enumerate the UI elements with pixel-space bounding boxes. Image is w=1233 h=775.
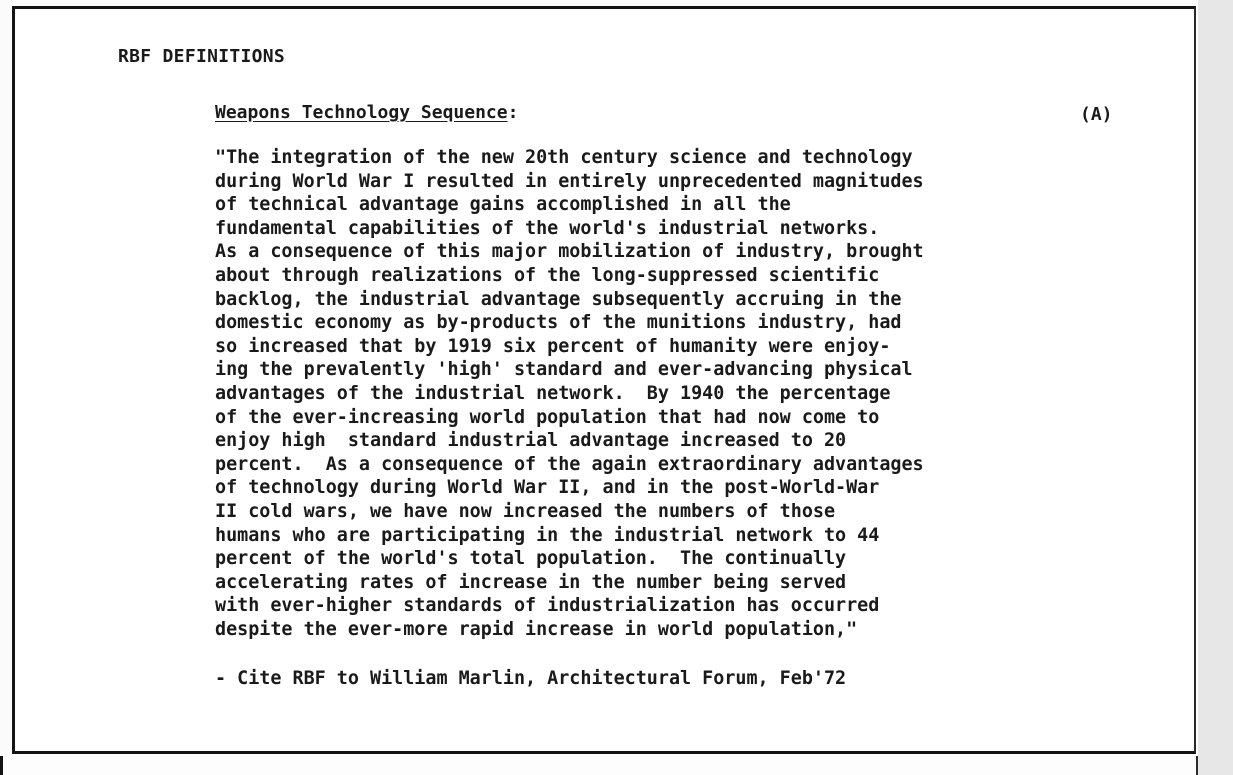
document-heading: RBF DEFINITIONS (118, 46, 286, 67)
quote-line: about through realizations of the long-suppressed scientific (215, 264, 880, 286)
section-title (215, 102, 518, 123)
quote-line: so increased that by 1919 six percent of humanity were enjoy- (215, 335, 891, 357)
quote-line: backlog, the industrial advantage subsequently accruing in the (215, 288, 902, 310)
left-edge (0, 0, 12, 775)
quote-line: "The integration of the new 20th century science and technology (215, 147, 913, 168)
right-margin (1198, 0, 1233, 775)
next-card-edge (0, 756, 1198, 775)
quote-line: accelerating rates of increase in the number being served (215, 571, 847, 593)
quote-line: of the ever-increasing world population that had now come to (215, 406, 880, 428)
quote-line: despite the ever-more rapid increase in world population," (215, 618, 858, 640)
quote-block (215, 146, 1115, 641)
section-title-colon: : (507, 102, 519, 123)
quote-line: during World War I resulted in entirely unprecedented magnitudes (215, 170, 924, 192)
quote-line: II cold wars, we have now increased the numbers of those (215, 500, 836, 522)
quote-line: with ever-higher standards of industrialization has occurred (215, 595, 880, 617)
citation: - Cite RBF to William Marlin, Architectural Forum, Feb'72 (215, 668, 847, 689)
quote-line: percent of the world's total population. The continually (215, 548, 847, 570)
section-title-text: Weapons Technology Sequence (215, 102, 508, 123)
quote-line: percent. As a consequence of the again extraordinary advantages (215, 453, 924, 475)
quote-line: of technology during World War II, and in the post-World-War (215, 477, 880, 499)
section-label: (A) (1080, 104, 1113, 125)
quote-line: humans who are participating in the industrial network to 44 (215, 524, 880, 546)
quote-line: enjoy high standard industrial advantage increased to 20 (215, 430, 847, 452)
quote-line: fundamental capabilities of the world's industrial networks. (215, 217, 880, 239)
quote-line: of technical advantage gains accomplished in all the (215, 194, 791, 216)
quote-line: ing the prevalently 'high' standard and ever-advancing physical (215, 359, 913, 381)
quote-line: advantages of the industrial network. By 1940 the percentage (215, 382, 891, 404)
quote-line: As a consequence of this major mobilization of industry, brought (215, 241, 924, 263)
quote-line: domestic economy as by-products of the munitions industry, had (215, 312, 902, 334)
